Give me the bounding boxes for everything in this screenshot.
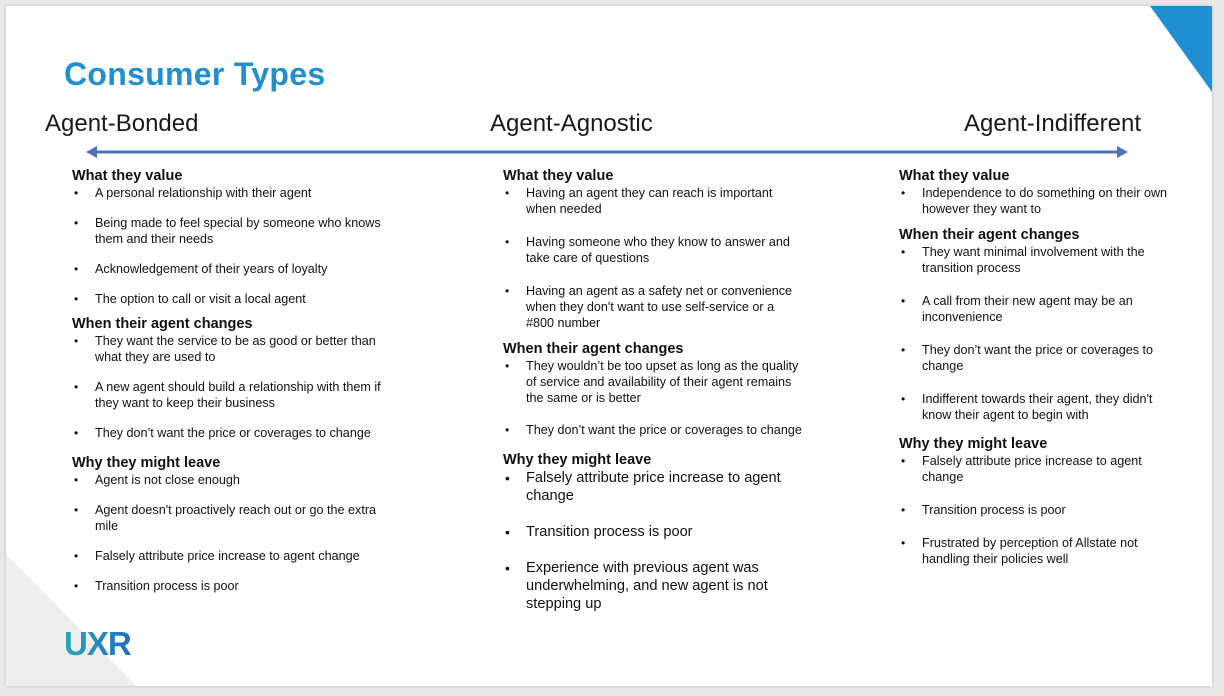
- section-heading: Why they might leave: [899, 436, 1048, 452]
- list-item: • Agent doesn't proactively reach out or go the extra mile: [72, 502, 392, 534]
- section-heading: What they value: [503, 168, 614, 184]
- bullet-list: [503, 469, 803, 613]
- bullet-list: [503, 185, 803, 331]
- list-item: • Indifferent towards their agent, they didn't know their agent to begin with: [899, 391, 1169, 423]
- uxr-logo: [64, 626, 138, 670]
- list-item: • The option to call or visit a local agent: [72, 291, 392, 307]
- svg-text:UXR: UXR: [64, 626, 131, 662]
- section-what-they-value: [503, 168, 803, 331]
- bullet-list: [899, 453, 1169, 567]
- column-agent-agnostic: [503, 168, 803, 631]
- section-heading: What they value: [899, 168, 1010, 184]
- section-heading: Why they might leave: [72, 455, 221, 471]
- list-item: • Having an agent they can reach is important when needed: [503, 185, 803, 217]
- list-item: • They don’t want the price or coverages to change: [503, 422, 803, 438]
- bullet-list: [899, 244, 1169, 423]
- list-item: • Falsely attribute price increase to agent change: [72, 548, 392, 564]
- list-item: • They don’t want the price or coverages to change: [72, 425, 392, 441]
- section-why-they-might-leave: [72, 455, 392, 594]
- bullet-list: [899, 185, 1169, 217]
- slide-title: Consumer Types: [64, 56, 326, 92]
- list-item: • Falsely attribute price increase to agent change: [503, 469, 803, 505]
- section-why-they-might-leave: [503, 452, 803, 613]
- list-item: • Having an agent as a safety net or convenience when they don't want to use self-service or a #800 number: [503, 283, 803, 331]
- list-item: • Falsely attribute price increase to agent change: [899, 453, 1169, 485]
- section-when-agent-changes: [72, 316, 392, 441]
- slide: [6, 6, 1212, 686]
- section-when-agent-changes: [503, 341, 803, 438]
- section-heading: When their agent changes: [72, 316, 253, 332]
- section-why-they-might-leave: [899, 436, 1169, 567]
- list-item: • They don’t want the price or coverages to change: [899, 342, 1169, 374]
- bullet-list: [72, 185, 392, 307]
- list-item: • They wouldn’t be too upset as long as the quality of service and availability of their agent remains the same or is better: [503, 358, 803, 406]
- bullet-list: [72, 472, 392, 594]
- list-item: • Transition process is poor: [72, 578, 392, 594]
- list-item: • Being made to feel special by someone who knows them and their needs: [72, 215, 392, 247]
- list-item: • They want the service to be as good or better than what they are used to: [72, 333, 392, 365]
- column-agent-bonded: [72, 168, 392, 608]
- list-item: • Frustrated by perception of Allstate not handling their policies well: [899, 535, 1169, 567]
- axis-label-middle: Agent-Agnostic: [490, 110, 653, 137]
- section-heading: When their agent changes: [899, 227, 1080, 243]
- section-heading: When their agent changes: [503, 341, 684, 357]
- list-item: • Experience with previous agent was underwhelming, and new agent is not stepping up: [503, 559, 803, 613]
- axis-label-right: Agent-Indifferent: [964, 110, 1142, 137]
- list-item: • A personal relationship with their agent: [72, 185, 392, 201]
- corner-accent-triangle: [1150, 6, 1212, 92]
- bullet-list: [503, 358, 803, 438]
- list-item: • Having someone who they know to answer and take care of questions: [503, 234, 803, 266]
- list-item: • Transition process is poor: [899, 502, 1169, 518]
- list-item: • Acknowledgement of their years of loyalty: [72, 261, 392, 277]
- axis-label-left: Agent-Bonded: [45, 110, 199, 137]
- section-what-they-value: [899, 168, 1169, 217]
- bullet-list: [72, 333, 392, 441]
- double-arrow-icon: [86, 143, 1128, 161]
- list-item: • Independence to do something on their own however they want to: [899, 185, 1169, 217]
- section-heading: Why they might leave: [503, 452, 652, 468]
- list-item: • Agent is not close enough: [72, 472, 392, 488]
- list-item: • A new agent should build a relationship with them if they want to keep their business: [72, 379, 392, 411]
- list-item: • They want minimal involvement with the transition process: [899, 244, 1169, 276]
- list-item: • A call from their new agent may be an inconvenience: [899, 293, 1169, 325]
- section-what-they-value: [72, 168, 392, 307]
- list-item: • Transition process is poor: [503, 523, 803, 541]
- section-heading: What they value: [72, 168, 183, 184]
- uxr-logo-icon: [64, 626, 138, 662]
- column-agent-indifferent: [899, 168, 1169, 581]
- section-when-agent-changes: [899, 227, 1169, 423]
